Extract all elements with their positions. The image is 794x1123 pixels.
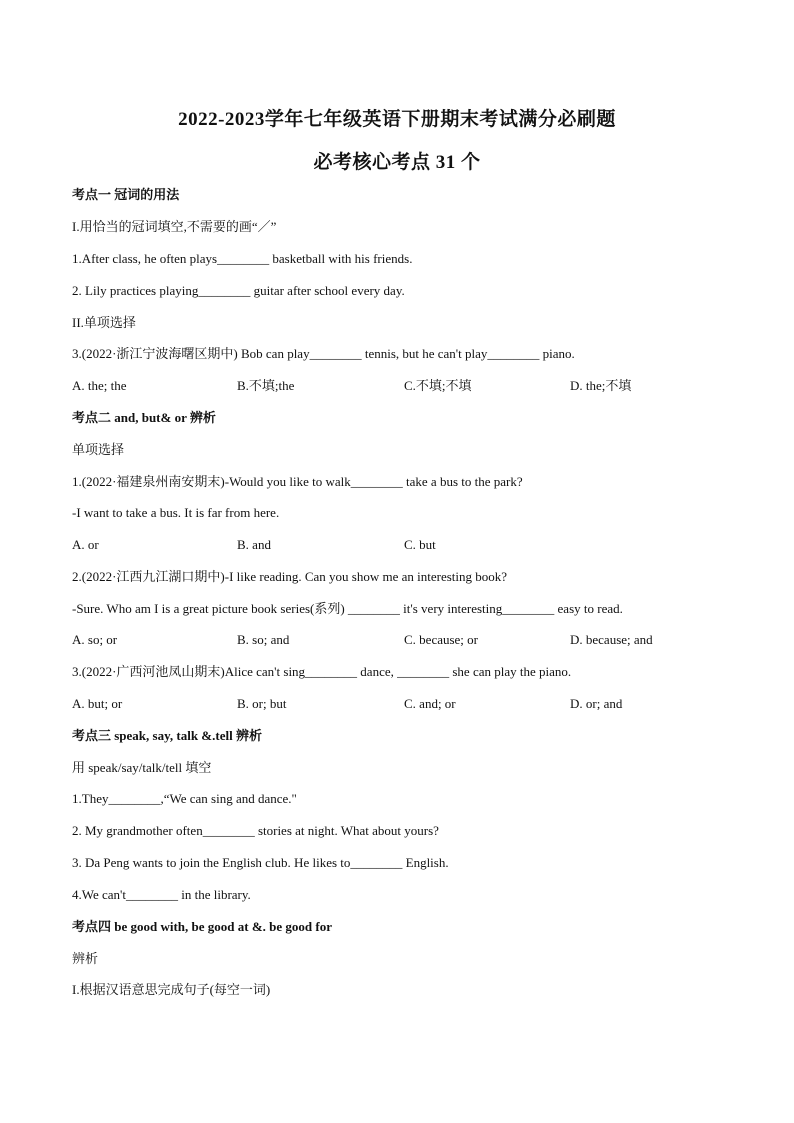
instruction-fill-articles: I.用恰当的冠词填空,不需要的画“／” bbox=[72, 219, 277, 234]
document-title: 2022-2023学年七年级英语下册期末考试满分必刷题 bbox=[178, 109, 616, 130]
question-text: 2. Lily practices playing________ guitar after school every day. bbox=[72, 283, 405, 298]
section-heading-continued: 辨析 bbox=[72, 951, 99, 966]
question-text: 1.After class, he often plays________ basketball with his friends. bbox=[72, 251, 413, 266]
option-d: D. the;不填 bbox=[570, 378, 632, 393]
instruction-complete-sentences: I.根据汉语意思完成句子(每空一词) bbox=[72, 982, 271, 997]
option-c: C. and; or bbox=[404, 696, 456, 711]
section-heading-be-good: 考点四 be good with, be good at &. be good for bbox=[72, 919, 333, 934]
option-row bbox=[0, 631, 794, 649]
option-row bbox=[0, 695, 794, 713]
option-row bbox=[0, 377, 794, 395]
option-c: C.不填;不填 bbox=[404, 378, 472, 393]
option-b: B. so; and bbox=[237, 632, 290, 647]
option-d: D. or; and bbox=[570, 696, 623, 711]
instruction-multiple-choice: II.单项选择 bbox=[72, 315, 136, 330]
option-d: D. because; and bbox=[570, 632, 653, 647]
option-a: A. but; or bbox=[72, 696, 123, 711]
question-text: 1.They________,“We can sing and dance." bbox=[72, 791, 297, 806]
instruction-multiple-choice: 单项选择 bbox=[72, 442, 125, 457]
option-a: A. the; the bbox=[72, 378, 127, 393]
question-reply: -I want to take a bus. It is far from here. bbox=[72, 505, 280, 520]
section-heading-conjunctions: 考点二 and, but& or 辨析 bbox=[72, 410, 216, 425]
option-c: C. because; or bbox=[404, 632, 479, 647]
section-heading-articles: 考点一 冠词的用法 bbox=[72, 187, 180, 202]
option-b: B. or; but bbox=[237, 696, 287, 711]
question-text: 3. Da Peng wants to join the English club. He likes to________ English. bbox=[72, 855, 449, 870]
option-b: B.不填;the bbox=[237, 378, 295, 393]
question-text: 3.(2022·浙江宁波海曙区期中) Bob can play________ tennis, but he can't play________ piano. bbox=[72, 346, 575, 361]
question-text: 3.(2022·广西河池凤山期末)Alice can't sing________ dance, ________ she can play the piano. bbox=[72, 664, 572, 679]
option-a: A. so; or bbox=[72, 632, 118, 647]
option-row bbox=[0, 536, 794, 554]
option-c: C. but bbox=[404, 537, 436, 552]
section-heading-speak-say-talk-tell: 考点三 speak, say, talk &.tell 辨析 bbox=[72, 728, 262, 743]
option-a: A. or bbox=[72, 537, 99, 552]
question-text: 2. My grandmother often________ stories at night. What about yours? bbox=[72, 823, 439, 838]
question-text: 4.We can't________ in the library. bbox=[72, 887, 251, 902]
question-reply: -Sure. Who am I is a great picture book series(系列) ________ it's very interesting________ easy to read. bbox=[72, 601, 623, 616]
option-b: B. and bbox=[237, 537, 271, 552]
question-text: 1.(2022·福建泉州南安期末)-Would you like to walk________ take a bus to the park? bbox=[72, 474, 523, 489]
instruction-fill-verbs: 用 speak/say/talk/tell 填空 bbox=[72, 760, 212, 775]
question-text: 2.(2022·江西九江湖口期中)-I like reading. Can you show me an interesting book? bbox=[72, 569, 508, 584]
document-subtitle: 必考核心考点 31 个 bbox=[313, 152, 481, 173]
